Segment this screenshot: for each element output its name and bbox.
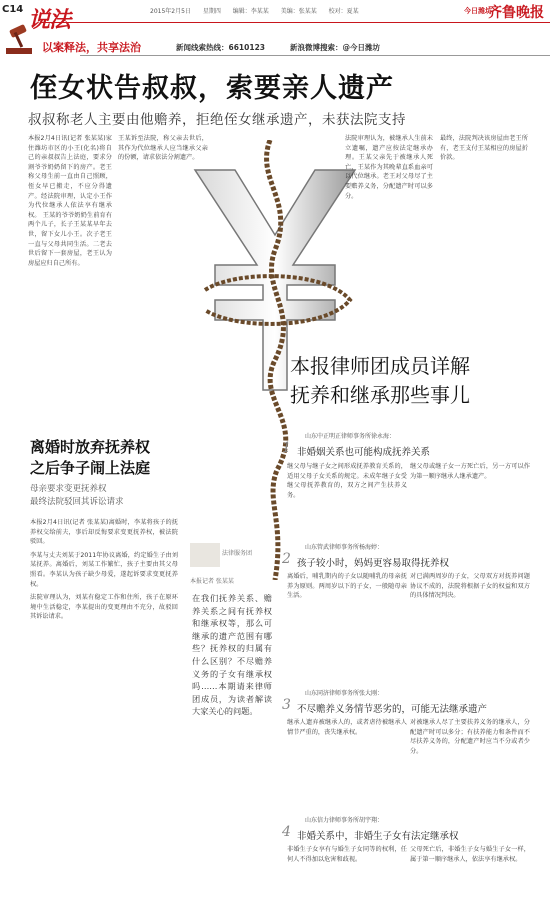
section-2-heading: 孩子较小时，妈妈更容易取得抚养权: [297, 558, 450, 569]
section-slogan: 以案释法，共享法治: [42, 41, 141, 54]
weibo-search: 新浪微博搜索：@今日潍坊: [290, 43, 380, 52]
lead-article-col-4: [440, 134, 528, 264]
paper-name: 齐鲁晚报: [488, 5, 544, 21]
lead-paragraph: 最终，法院判决该房屋由老王所有，老王支付王某相应的房屋折价款。: [440, 135, 528, 162]
feature-title: [290, 352, 470, 410]
section-2-body-right: 对已满两周岁的子女，父母双方对抚养问题协议不成的，法院将根据子女的权益和双方的具体情况判决。: [410, 573, 530, 600]
lead-article-col-1: [28, 134, 112, 430]
main-headline: 侄女状告叔叔，索要亲人遗产: [30, 73, 394, 104]
section-4-number: 4: [282, 824, 291, 840]
feature-title-line: 抚养和继承那些事儿: [290, 383, 470, 407]
feature-title-line: 本报律师团成员详解: [290, 354, 470, 378]
lead-paragraph: 王某诉至法院，称父亲去世后，其作为代位继承人应当继承父亲的份额，请求依法分割遗产。: [118, 135, 208, 162]
side-story-title: [30, 437, 150, 479]
main-subheadline: 叔叔称老人主要由他赡养，拒绝侄女继承遗产，未获法院支持: [28, 112, 406, 128]
section-1-body-left: 继父母与继子女之间形成抚养教育关系的，适用父母子女关系的规定。未成年继子女受继父母抚养教育的，双方之间产生扶养义务。: [287, 463, 407, 499]
section-4-firm: 山东信力律师事务所胡宇翔：: [305, 817, 384, 824]
section-2-number: 2: [282, 551, 291, 567]
proofreader: 校对：夏某: [328, 8, 359, 15]
lead-paragraph: 本报2月4日讯(记者 张某某)家住潍坊市区的小王(化名)将自己的亲叔叔告上法庭，要求分割爷爷奶奶留下的房产。老王称父母生前一直由自己照顾，侄女早已搬走，不应分得遗产。经法院审理，认定小王作为代位继承人依法享有继承权。: [28, 135, 112, 219]
side-paragraph: 李某与丈夫刘某于2011年协议离婚，约定婚生子由刘某抚养。离婚后，刘某工作繁忙，孩子主要由其父母照看。李某认为孩子缺少母爱，遂起诉要求变更抚养权。: [30, 551, 178, 588]
edition-name: 今日潍坊: [464, 7, 492, 15]
side-paragraph: 法院审理认为，刘某有稳定工作和住所，孩子在原环境中生活稳定，李某提出的变更理由不充分，故驳回其诉讼请求。: [30, 594, 178, 621]
masthead-rule: [40, 22, 550, 23]
section-1-number: 1: [282, 440, 291, 456]
side-story-body: [30, 518, 178, 908]
news-hotline: 新闻线索热线：6610123: [176, 43, 266, 52]
masthead-divider: [80, 55, 550, 56]
section-3-number: 3: [282, 697, 291, 713]
section-1-body-right: 继父母或继子女一方死亡后，另一方可以作为第一顺序继承人继承遗产。: [410, 463, 530, 480]
section-3-body-left: 继承人遗弃被继承人的，或者虐待被继承人情节严重的，丧失继承权。: [287, 719, 407, 736]
lawyer-group-photo: [190, 543, 220, 567]
lead-paragraph: 王某的爷爷奶奶生前育有两个儿子，长子王某某早年去世，留下女儿小王。次子老王一直与父母共同生活。二老去世后留下一套房屋，老王认为房屋应归自己所有。: [28, 211, 112, 267]
side-story-sub-line: 最终法院驳回其诉讼请求: [30, 497, 124, 507]
section-1-firm: 山东中正明正律师事务所徐永海：: [305, 433, 396, 440]
lawyer-box-byline: 本报记者 张某某: [190, 578, 234, 585]
section-1-heading: 非婚姻关系也可能构成抚养关系: [297, 447, 431, 458]
side-paragraph: 本报2月4日讯(记者 张某某)离婚时，李某将孩子的抚养权交给前夫，事后却反悔要求变更抚养权，被法院驳回。: [30, 519, 178, 546]
section-4-body-left: 非婚生子女享有与婚生子女同等的权利，任何人不得加以危害和歧视。: [287, 846, 407, 863]
designer: 美编：张某某: [280, 8, 317, 15]
section-title: 说法: [28, 7, 71, 33]
editor: 编辑：李某某: [232, 8, 269, 15]
section-4-body-right: 父母死亡后，非婚生子女与婚生子女一样，属于第一顺序继承人，依法享有继承权。: [410, 846, 530, 863]
masthead: [0, 0, 550, 60]
lead-article-col-2: [118, 134, 208, 216]
section-3-body-right: 对被继承人尽了主要扶养义务的继承人，分配遗产时可以多分；有扶养能力和条件而不尽扶养义务的，分配遗产时应当不分或者少分。: [410, 719, 530, 755]
section-3-firm: 山东同济律师事务所张大刚：: [305, 690, 384, 697]
section-3-heading: 不尽赡养义务情节恶劣的，可能无法继承遗产: [297, 704, 488, 715]
section-4-heading: 非婚关系中，非婚生子女有法定继承权: [297, 831, 459, 842]
weekday: 星期四: [202, 8, 221, 15]
side-story-title-line: 之后争子闹上法庭: [30, 459, 151, 477]
side-story-title-line: 离婚时放弃抚养权: [30, 438, 151, 456]
page-number: C14: [2, 4, 24, 15]
lead-article-col-3: [345, 134, 433, 234]
side-story-subtitle: [30, 483, 124, 509]
date: 2015年2月5日: [150, 8, 191, 15]
section-2-body-left: 离婚后，哺乳期内的子女以随哺乳的母亲抚养为原则。两周岁以下的子女，一般随母亲生活。: [287, 573, 407, 600]
lawyer-box-label: 法律服务团: [222, 550, 253, 557]
lawyer-box-intro: 在我们抚养关系、赡养关系之间有抚养权和继承权等，那么可继承的遗产范围有哪些？抚养权的归属有什么区别？不尽赡养义务的子女有继承权吗……本期请来律师团成员，为读者解读大家关心的问题。: [192, 593, 272, 717]
section-2-firm: 山东管武律师事务所杨海婷：: [305, 544, 384, 551]
side-story-sub-line: 母亲要求变更抚养权: [30, 484, 107, 494]
lead-paragraph: 法院审理认为，被继承人生前未立遗嘱，遗产应按法定继承办理。王某父亲先于被继承人死亡，王某作为其晚辈直系血亲可以代位继承。老王对父母尽了主要赡养义务，分配遗产时可以多分。: [345, 135, 433, 200]
